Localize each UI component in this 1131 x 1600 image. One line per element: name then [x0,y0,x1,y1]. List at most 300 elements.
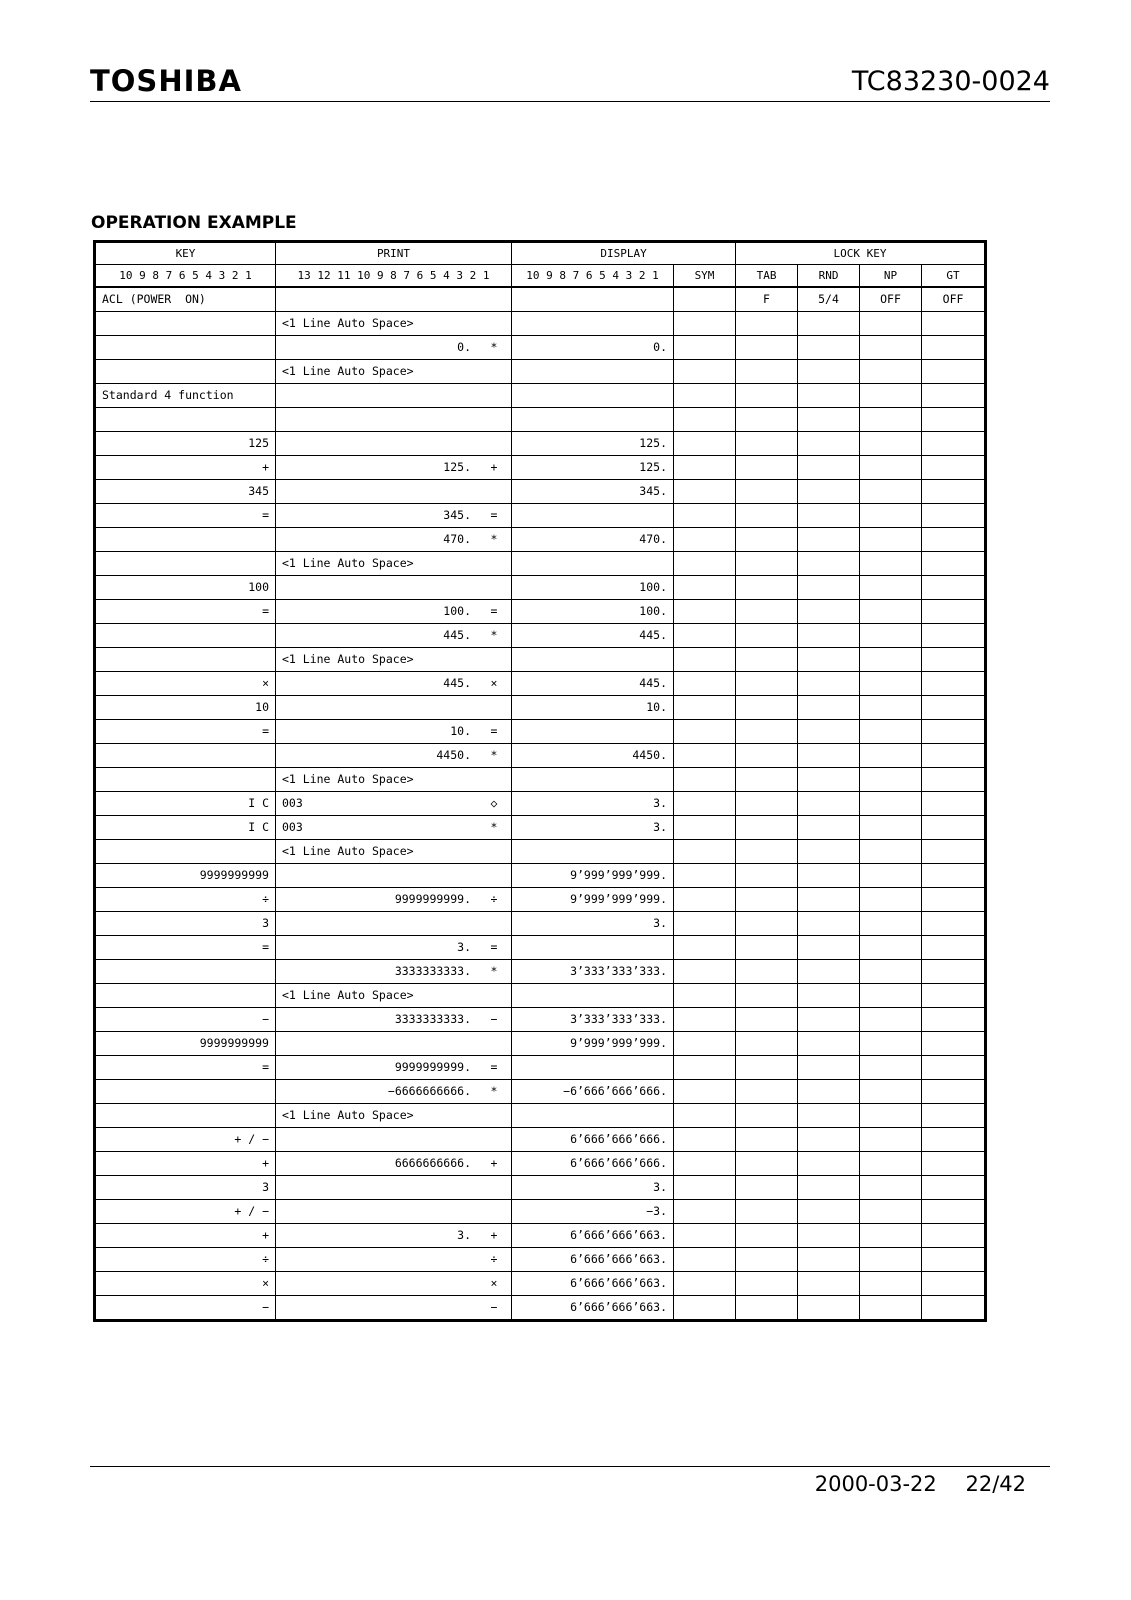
lock-tab-cell [736,888,798,912]
lock-gt-cell [922,336,986,360]
display-cell: 6’666’666’666. [512,1152,674,1176]
lock-rnd-cell [798,600,860,624]
key-cell: I C [95,816,276,840]
lock-rnd-cell [798,456,860,480]
lock-np-cell: OFF [860,287,922,312]
lock-np-cell [860,720,922,744]
table-row [95,528,986,552]
lock-np-cell [860,528,922,552]
lock-rnd-cell [798,864,860,888]
lock-gt-cell [922,1272,986,1296]
lock-gt-cell [922,504,986,528]
header-rule [90,101,1050,102]
document-id: TC83230-0024 [851,66,1050,97]
lock-gt-cell [922,456,986,480]
sym-cell [674,768,736,792]
sym-cell [674,432,736,456]
lock-tab-cell [736,984,798,1008]
key-cell: 3 [95,912,276,936]
lock-np-cell [860,1104,922,1128]
key-cell: 9999999999 [95,1032,276,1056]
lock-gt-cell [922,1152,986,1176]
key-cell: Standard 4 function [95,384,276,408]
lock-np-cell [860,456,922,480]
table-row [95,792,986,816]
table-row [95,600,986,624]
display-cell [512,504,674,528]
table-row [95,1200,986,1224]
lock-np-cell [860,408,922,432]
lock-tab-cell [736,312,798,336]
display-cell: 0. [512,336,674,360]
header-gt: GT [922,265,986,288]
lock-tab-cell [736,1056,798,1080]
lock-tab-cell [736,504,798,528]
display-cell: 445. [512,624,674,648]
lock-gt-cell [922,744,986,768]
lock-gt-cell [922,1176,986,1200]
lock-rnd-cell [798,816,860,840]
key-cell: = [95,936,276,960]
display-cell [512,287,674,312]
lock-tab-cell [736,1296,798,1321]
lock-rnd-cell [798,312,860,336]
display-cell [512,1104,674,1128]
sym-cell [674,287,736,312]
lock-gt-cell [922,696,986,720]
print-value: 445. [443,676,471,690]
print-symbol: * [490,820,498,834]
key-cell: × [95,672,276,696]
sym-cell [674,1080,736,1104]
print-value: 3333333333. [394,964,471,978]
lock-gt-cell [922,1128,986,1152]
print-cell [276,384,512,408]
display-cell: 125. [512,456,674,480]
key-cell: = [95,720,276,744]
lock-np-cell [860,648,922,672]
print-cell [276,1248,512,1272]
lock-tab-cell [736,840,798,864]
print-cell [276,720,512,744]
lock-rnd-cell [798,792,860,816]
lock-rnd-cell [798,1128,860,1152]
print-cell: <1 Line Auto Space> [276,312,512,336]
header-np: NP [860,265,922,288]
lock-gt-cell [922,768,986,792]
sym-cell [674,312,736,336]
sym-cell [674,384,736,408]
lock-np-cell [860,696,922,720]
lock-np-cell [860,936,922,960]
print-symbol: = [490,604,498,618]
print-cell [276,792,512,816]
display-cell [512,648,674,672]
display-cell [512,360,674,384]
lock-np-cell [860,576,922,600]
lock-tab-cell [736,1272,798,1296]
display-cell: 6’666’666’663. [512,1248,674,1272]
display-cell: 445. [512,672,674,696]
lock-tab-cell [736,480,798,504]
lock-rnd-cell [798,1200,860,1224]
lock-gt-cell [922,312,986,336]
lock-rnd-cell [798,480,860,504]
print-cell: <1 Line Auto Space> [276,984,512,1008]
lock-tab-cell [736,696,798,720]
key-cell: ACL (POWER ON) [95,287,276,312]
lock-tab-cell [736,672,798,696]
sym-cell [674,984,736,1008]
lock-gt-cell [922,552,986,576]
lock-rnd-cell [798,1152,860,1176]
lock-tab-cell [736,720,798,744]
lock-gt-cell [922,576,986,600]
print-value: 3333333333. [394,1012,471,1026]
lock-np-cell [860,1296,922,1321]
lock-rnd-cell [798,624,860,648]
sym-cell [674,696,736,720]
print-cell [276,1008,512,1032]
header-key-digits: 10 9 8 7 6 5 4 3 2 1 [95,265,276,288]
table-row [95,816,986,840]
lock-gt-cell [922,1200,986,1224]
table-row [95,744,986,768]
sym-cell [674,1248,736,1272]
lock-tab-cell [736,336,798,360]
print-symbol: * [490,748,498,762]
print-cell [276,1272,512,1296]
lock-rnd-cell [798,1056,860,1080]
display-cell: 6’666’666’663. [512,1224,674,1248]
table-row [95,672,986,696]
print-cell [276,1224,512,1248]
sym-cell [674,504,736,528]
print-cell: <1 Line Auto Space> [276,840,512,864]
sym-cell [674,360,736,384]
sym-cell [674,552,736,576]
print-cell [276,432,512,456]
table-row [95,552,986,576]
lock-tab-cell [736,1008,798,1032]
lock-tab-cell [736,1200,798,1224]
display-cell [512,768,674,792]
display-cell: 3. [512,792,674,816]
print-symbol: + [490,1156,498,1170]
key-cell: − [95,1008,276,1032]
table-row [95,1272,986,1296]
lock-np-cell [860,552,922,576]
lock-np-cell [860,1152,922,1176]
lock-gt-cell [922,936,986,960]
header-display: DISPLAY [512,242,736,265]
lock-tab-cell [736,600,798,624]
lock-tab-cell [736,1176,798,1200]
lock-tab-cell [736,816,798,840]
sym-cell [674,1032,736,1056]
sym-cell [674,456,736,480]
print-cell [276,1296,512,1321]
lock-np-cell [860,792,922,816]
display-cell: 6’666’666’666. [512,1128,674,1152]
lock-rnd-cell [798,936,860,960]
sym-cell [674,1008,736,1032]
print-cell [276,888,512,912]
lock-np-cell [860,1248,922,1272]
lock-rnd-cell [798,384,860,408]
lock-gt-cell [922,432,986,456]
table-row [95,1080,986,1104]
display-cell: −3. [512,1200,674,1224]
table-row [95,384,986,408]
lock-gt-cell [922,1296,986,1321]
sym-cell [674,960,736,984]
table-row [95,624,986,648]
display-cell: 470. [512,528,674,552]
key-cell [95,744,276,768]
print-cell: <1 Line Auto Space> [276,648,512,672]
display-cell: 6’666’666’663. [512,1272,674,1296]
lock-gt-cell [922,648,986,672]
print-cell [276,696,512,720]
key-cell: I C [95,792,276,816]
lock-gt-cell [922,1080,986,1104]
sym-cell [674,888,736,912]
table-row [95,432,986,456]
sym-cell [674,912,736,936]
lock-tab-cell [736,912,798,936]
table-row [95,1224,986,1248]
sym-cell [674,816,736,840]
print-cell [276,504,512,528]
lock-gt-cell [922,792,986,816]
lock-np-cell [860,912,922,936]
sym-cell [674,1152,736,1176]
lock-rnd-cell [798,1224,860,1248]
lock-rnd-cell [798,1032,860,1056]
lock-np-cell [860,768,922,792]
key-cell: + [95,1224,276,1248]
table-row [95,1296,986,1321]
sym-cell [674,1056,736,1080]
display-cell: 9’999’999’999. [512,1032,674,1056]
display-cell: 10. [512,696,674,720]
sym-cell [674,600,736,624]
lock-np-cell [860,888,922,912]
print-value: 345. [443,508,471,522]
toshiba-logo: TOSHIBA [90,64,242,98]
lock-tab-cell [736,1224,798,1248]
table-row [95,1176,986,1200]
table-row [95,1032,986,1056]
table-row [95,576,986,600]
print-symbol: * [490,1084,498,1098]
display-cell [512,552,674,576]
display-cell: 3’333’333’333. [512,1008,674,1032]
lock-tab-cell [736,576,798,600]
key-cell [95,840,276,864]
key-cell [95,360,276,384]
display-cell: 3. [512,816,674,840]
display-cell: 9’999’999’999. [512,864,674,888]
header-display-digits: 10 9 8 7 6 5 4 3 2 1 [512,265,674,288]
lock-np-cell [860,336,922,360]
sym-cell [674,1200,736,1224]
table-row [95,480,986,504]
key-cell: × [95,1272,276,1296]
key-cell: + [95,456,276,480]
lock-tab-cell [736,1104,798,1128]
section-title: OPERATION EXAMPLE [91,213,297,233]
lock-rnd-cell [798,1080,860,1104]
lock-np-cell [860,1008,922,1032]
print-symbol: = [490,940,498,954]
lock-rnd-cell [798,360,860,384]
lock-rnd-cell [798,408,860,432]
sym-cell [674,840,736,864]
display-cell: 6’666’666’663. [512,1296,674,1321]
header-tab: TAB [736,265,798,288]
footer-date: 2000-03-22 [814,1472,937,1496]
print-symbol: * [490,628,498,642]
operation-table [93,240,987,1322]
sym-cell [674,480,736,504]
lock-gt-cell [922,384,986,408]
table-row [95,984,986,1008]
sym-cell [674,936,736,960]
lock-tab-cell [736,648,798,672]
display-cell: 345. [512,480,674,504]
print-value: 0. [457,340,471,354]
print-symbol: ÷ [490,1252,498,1266]
print-value: 6666666666. [394,1156,471,1170]
lock-tab-cell [736,936,798,960]
key-cell: ÷ [95,888,276,912]
print-symbol: * [490,964,498,978]
print-cell [276,816,512,840]
print-counter: 003 [282,796,303,810]
lock-np-cell [860,1128,922,1152]
print-cell [276,1152,512,1176]
lock-rnd-cell [798,552,860,576]
footer-rule [90,1466,1050,1467]
lock-tab-cell [736,1152,798,1176]
lock-np-cell [860,600,922,624]
lock-np-cell [860,360,922,384]
lock-gt-cell [922,672,986,696]
table-row [95,336,986,360]
print-value: 9999999999. [394,1060,471,1074]
lock-tab-cell [736,792,798,816]
print-symbol: * [490,532,498,546]
key-cell: 345 [95,480,276,504]
lock-tab-cell [736,1032,798,1056]
lock-gt-cell [922,888,986,912]
print-symbol: = [490,1060,498,1074]
print-cell [276,408,512,432]
table-row [95,1152,986,1176]
table-row [95,456,986,480]
print-value: 100. [443,604,471,618]
lock-rnd-cell [798,1248,860,1272]
lock-tab-cell [736,408,798,432]
lock-rnd-cell [798,912,860,936]
lock-tab-cell [736,1080,798,1104]
lock-gt-cell [922,1248,986,1272]
lock-np-cell [860,1176,922,1200]
print-cell [276,287,512,312]
print-cell [276,744,512,768]
display-cell [512,840,674,864]
header-print-digits: 13 12 11 10 9 8 7 6 5 4 3 2 1 [276,265,512,288]
print-symbol: = [490,508,498,522]
table-row [95,648,986,672]
lock-tab-cell [736,360,798,384]
print-cell [276,1176,512,1200]
lock-np-cell [860,864,922,888]
header-key: KEY [95,242,276,265]
lock-gt-cell [922,408,986,432]
display-cell: −6’666’666’666. [512,1080,674,1104]
print-symbol: − [490,1300,498,1314]
lock-gt-cell [922,840,986,864]
table-row [95,888,986,912]
key-cell: = [95,600,276,624]
print-value: 3. [457,940,471,954]
lock-rnd-cell [798,504,860,528]
lock-rnd-cell [798,840,860,864]
print-cell [276,1056,512,1080]
print-cell [276,960,512,984]
lock-np-cell [860,984,922,1008]
display-cell [512,720,674,744]
print-cell [276,1128,512,1152]
key-cell [95,960,276,984]
lock-rnd-cell: 5/4 [798,287,860,312]
print-cell [276,600,512,624]
print-cell: <1 Line Auto Space> [276,360,512,384]
sym-cell [674,792,736,816]
display-cell: 4450. [512,744,674,768]
print-cell [276,912,512,936]
key-cell [95,768,276,792]
lock-rnd-cell [798,576,860,600]
lock-np-cell [860,960,922,984]
print-symbol: + [490,1228,498,1242]
sym-cell [674,864,736,888]
key-cell [95,552,276,576]
lock-gt-cell [922,1224,986,1248]
table-row [95,720,986,744]
lock-np-cell [860,312,922,336]
lock-rnd-cell [798,1296,860,1321]
key-cell: = [95,1056,276,1080]
print-cell [276,528,512,552]
print-cell [276,1200,512,1224]
lock-gt-cell [922,624,986,648]
key-cell: 100 [95,576,276,600]
print-cell [276,576,512,600]
lock-np-cell [860,672,922,696]
sym-cell [674,720,736,744]
key-cell: + [95,1152,276,1176]
table-row [95,1008,986,1032]
print-cell [276,456,512,480]
sym-cell [674,1296,736,1321]
lock-rnd-cell [798,744,860,768]
sym-cell [674,1272,736,1296]
lock-rnd-cell [798,768,860,792]
